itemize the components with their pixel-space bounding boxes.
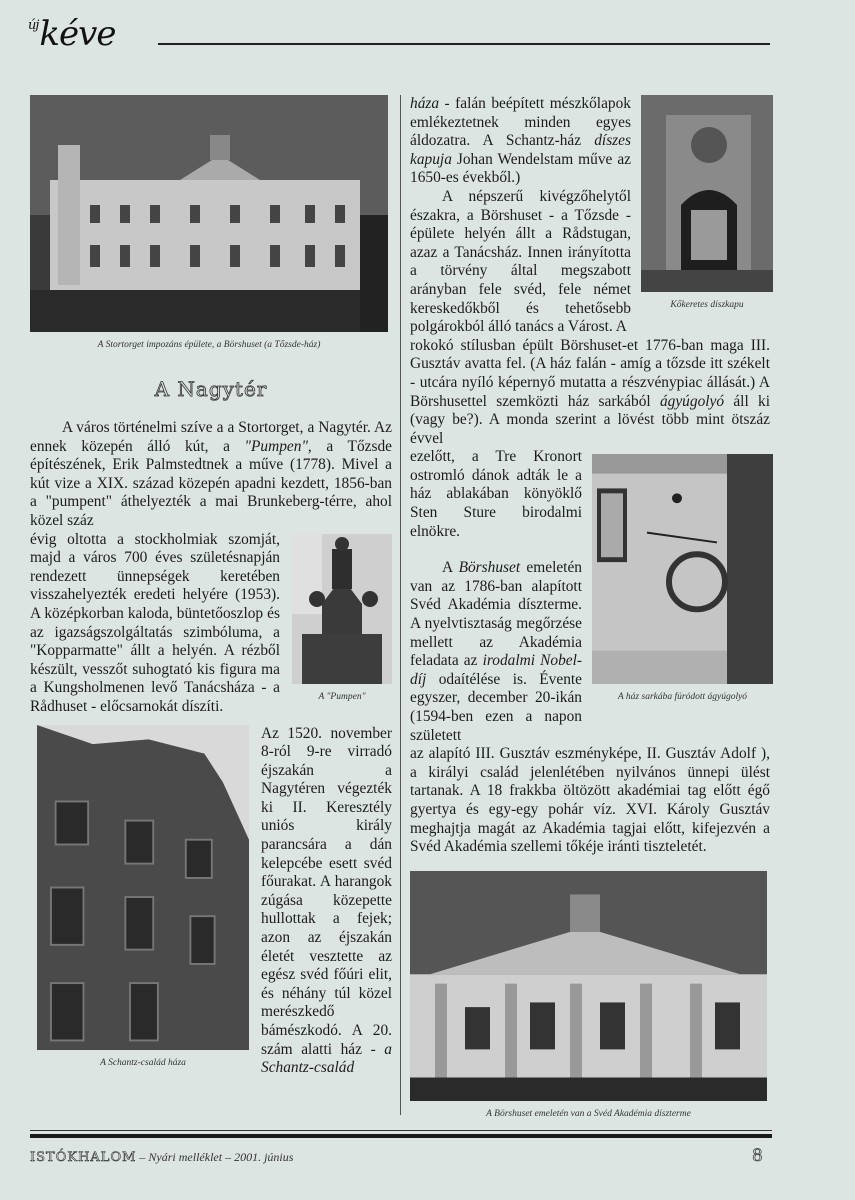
- emphasis-text: "Pumpen": [244, 437, 308, 455]
- body-text: rokokó stílusban épült Börshuset-et 1776-ban maga III. Gusztáv avatta fel. (A ház falán - amíg a tőzsde itt székelt - utcára nyíló képernyő mutatta a részvénypiac állását.) A Börshusettel szemközti ház sarkából: [410, 336, 770, 410]
- figure-cannonball-house: [592, 454, 773, 703]
- figure-swedish-academy: [410, 871, 770, 1120]
- photo-caption: A Schantz-család háza: [100, 1057, 186, 1068]
- emphasis-text: irodalmi Nobel-díj: [410, 652, 582, 688]
- paragraph-left-a: [30, 419, 392, 531]
- right-column: [410, 95, 770, 1120]
- photo-caption: A "Pumpen": [318, 691, 366, 702]
- logo-text: kéve: [39, 14, 116, 54]
- magazine-logo: [28, 14, 115, 54]
- body-text: évig oltotta a stockholmiak szomját, majd a város 700 éves születésnapján rendezett ünnepségek keretében visszahelyezték eredeti helyére (1953). A középkorban kaloda, büntetőoszlop és az igazságszolgáltatás szimbóluma, a "Kopparmatte" állt a helyén. A rézből készült, vesszőt suhogtató kis figura ma a Kungsholmenen levő Tanácsháza - a Rådhuset - előcsarnokát díszíti.: [30, 530, 280, 715]
- photo-caption: A ház sarkába fúródott ágyúgolyó: [617, 692, 748, 703]
- paragraph-right-6: [410, 745, 770, 857]
- photo-cannonball-house: [592, 454, 773, 684]
- body-text: A város történelmi szíve a a Stortorget, a Nagytér. Az ennek közepén álló kút, a: [30, 419, 392, 455]
- body-text: A népszerű kivégzőhelytől északra, a Börshuset - a Tőzsde - épülete helyén állt a Rådstugan, azaz a Tanácsház. Innen irányította a törvény által megszabott arányban fele svéd, fele német kereskedőkből és tehetősebb polgárokból álló tanács a Várost. A: [410, 187, 631, 336]
- body-text: áll ki (vagy be?). A monda szerint a lövést több mint ötszáz évvel: [410, 392, 770, 447]
- footer-rule: [30, 1130, 772, 1131]
- figure-pumpen: [292, 534, 392, 703]
- article-heading: A Nagytér: [154, 377, 268, 401]
- footer-brand: ISTÓKHALOM: [30, 1150, 137, 1165]
- photo-caption: A Stortorget impozáns épülete, a Börshuset (a Tőzsde-ház): [97, 340, 321, 350]
- photo-caption: A Börshuset emeletén van a Svéd Akadémia díszterme: [486, 1108, 691, 1119]
- body-text: Az 1520. november 8-ról 9-re virradó éjszakán a Nagytéren végezték ki II. Keresztély uniós király parancsára a dán kelepcébe esett svéd főurakat. A harangok zúgása közepette hullottak a fejek; azon az éjszakán életét vesztette az egész svéd főúri elit, és néhány túl közel merészkedő bámészkodó. A 20. szám alatti ház -: [261, 724, 392, 1058]
- footer-issue: – Nyári melléklet – 2001. június: [136, 1150, 294, 1164]
- footer-rule-thick: [30, 1134, 772, 1138]
- body-text: A: [442, 559, 459, 577]
- emphasis-text: ágyúgolyó: [659, 392, 725, 410]
- emphasis-text: díszes kapuja: [410, 132, 631, 168]
- paragraph-right-3: [410, 337, 770, 449]
- photo-caption: Kőkeretes díszkapu: [670, 300, 744, 310]
- figure-schantz-house: [37, 725, 249, 1069]
- body-text: az alapító III. Gusztáv eszményképe, II. Gusztáv Adolf ), a királyi család jelenlétében nyilvános ünnepi ülést tartanak. A 18 frakkba öltözött akadémiai tag előtt égő gyertya és egy-egy pohár víz. XVI. Károly Gusztáv meghajtja magát az Akadémia tagjai előtt, kifejezvén a Svéd Akadémia szellemi tőkéje iránti tiszteletét.: [410, 745, 770, 856]
- figure-stone-gate: [641, 95, 773, 311]
- left-column: [30, 95, 392, 1078]
- photo-stone-gate: [641, 95, 773, 292]
- figure-borshuset: [30, 95, 392, 351]
- page-number: 8: [752, 1146, 763, 1166]
- body-text: , a Tőzsde építészének, Erik Palmstedtnek a műve (1778). Mivel a kút vize a XIX. század közepén apadni kezdett, 1856-ban a "pumpent" áthelyezték a mai Brunkeberg-térre, ahol közel száz: [30, 437, 392, 529]
- body-text: Johan Wendelstam műve az 1650-es évekből.): [410, 150, 631, 187]
- photo-pumpen: [292, 534, 392, 684]
- photo-schantz-house: [37, 725, 249, 1050]
- footer: [30, 1150, 293, 1165]
- photo-swedish-academy: [410, 871, 767, 1101]
- header-rule: [158, 43, 770, 45]
- logo-prefix: új: [28, 18, 39, 33]
- photo-borshuset: [30, 95, 388, 332]
- emphasis-text: háza: [410, 95, 440, 112]
- emphasis-text: a Schantz-család: [261, 1040, 392, 1077]
- body-text: ezelőtt, a Tre Kronort ostromló dánok adták le a ház ablakában könyöklő Sten Sture birodalmi elnökre.: [410, 448, 582, 540]
- body-text: odaítélése is. Évente egyszer, december 20-ikán (1594-ben ezen a napon született: [410, 670, 582, 744]
- column-divider: [400, 95, 401, 1115]
- emphasis-text: Börshuset: [458, 559, 521, 577]
- body-text: - falán beépített mészkőlapok emlékeztetnek minden egyes áldozatra. A Schantz-ház: [410, 95, 631, 150]
- body-text: emeletén van az 1786-ban alapított Svéd Akadémia díszterme. A nyelvtisztaság megőrzése mellett az Akadémia feladata az: [410, 559, 582, 670]
